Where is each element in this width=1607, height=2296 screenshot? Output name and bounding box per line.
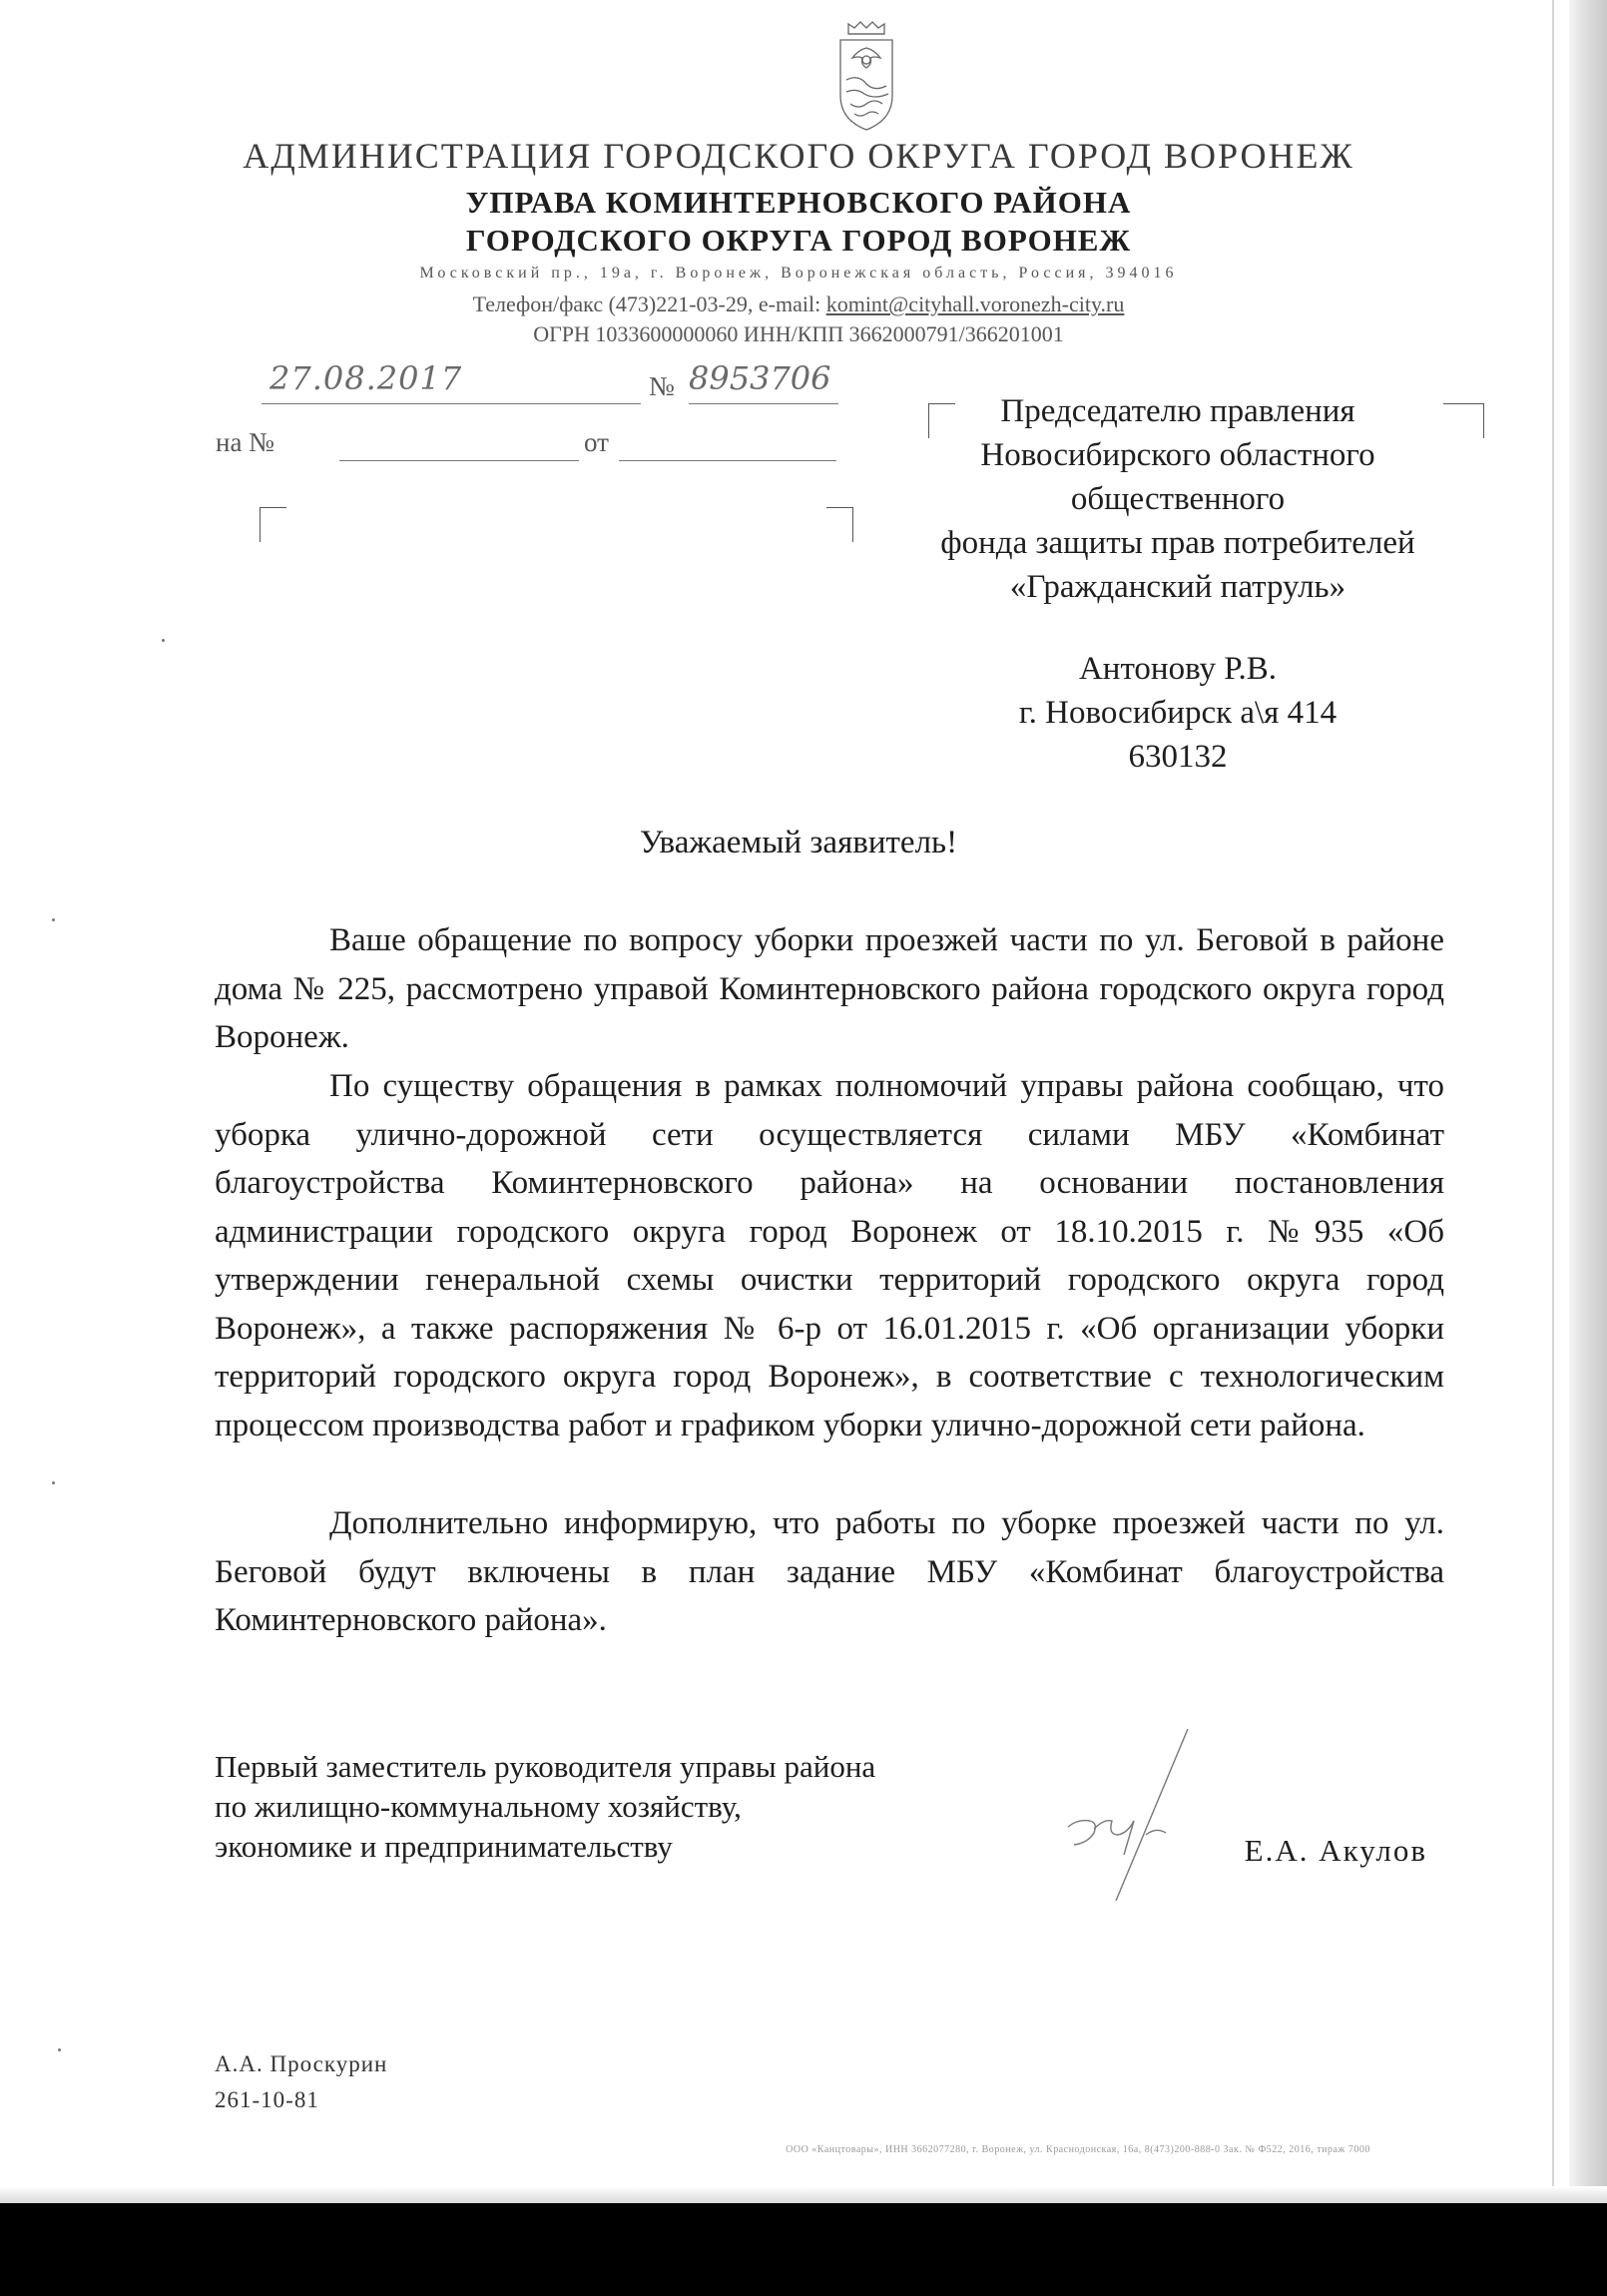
scan-speck (162, 639, 165, 642)
reference-number-label: на № (216, 427, 274, 457)
body-paragraph-2: По существу обращения в рамках полномочий управы района сообщаю, что уборка улично-дорожной сети осуществляется силами МБУ «Комбинат благоустройства Коминтерновского района» на основании постановления администрации городского округа город Воронеж от 18.10.2015 г. №935 «Об утверждении генеральной схемы очистки территорий городского округа город Воронеж», а также распоряжения № 6-р от 16.01.2015 г. «Об организации уборки территорий городского округа город Воронеж», в соответствие с технологическим процессом производства работ и графиком уборки улично-дорожной сети района. (215, 1068, 1444, 1443)
coat-of-arms-emblem (824, 18, 908, 138)
outgoing-number-field (689, 359, 838, 404)
addressee-line: общественного (1070, 481, 1286, 517)
scan-bottom-bar (0, 2203, 1607, 2296)
reference-number-field (339, 424, 579, 461)
reference-date-label: от (584, 427, 609, 457)
uprava-title-line-2: ГОРОДСКОГО ОКРУГА ГОРОД ВОРОНЕЖ (465, 223, 1132, 258)
signatory-position-line: по жилищно-коммунальному хозяйству, (215, 1789, 742, 1824)
addressee-line: «Гражданский патруль» (1009, 569, 1346, 605)
scan-bottom-shadow (0, 2186, 1607, 2204)
scan-edge (1569, 0, 1607, 2201)
handwritten-date: 27.08.2017 (269, 359, 463, 397)
scan-edge-line (1552, 0, 1554, 2201)
executor-name: А.А. Проскурин (215, 2051, 388, 2076)
subject-bracket-left (260, 507, 286, 542)
greeting: Уважаемый заявитель! (639, 825, 958, 861)
handwritten-number: 8953706 (689, 359, 831, 397)
addressee-line: Председателю правления (1000, 393, 1355, 429)
outgoing-date-field (262, 359, 641, 404)
body-paragraph-1: Ваше обращение по вопросу уборки проезжей части по ул. Беговой в районе дома № 225, рассмотрено управой Коминтерновского района городского округа город Воронеж. (215, 922, 1444, 1055)
executor-block (215, 2046, 387, 2118)
uprava-title-line-1: УПРАВА КОМИНТЕРНОВСКОГО РАЙОНА (465, 185, 1132, 220)
number-sign-label: № (649, 371, 675, 401)
scan-speck (52, 1481, 55, 1484)
contact-line (150, 291, 1447, 317)
printer-imprint: ООО «Канцтовары», ИНН 3662077280, г. Воронеж, ул. Краснодонская, 16а, 8(473)200-888-0 Зак. № Ф522, 2016, тираж 7000 (786, 2144, 1370, 2155)
handwritten-signature (1038, 1717, 1268, 1907)
scan-speck (52, 918, 55, 921)
signatory-position-line: Первый заместитель руководителя управы района (215, 1749, 876, 1784)
administration-title: АДМИНИСТРАЦИЯ ГОРОДСКОГО ОКРУГА ГОРОД ВОРОНЕЖ (243, 136, 1354, 176)
addressee-city: г. Новосибирск а\я 414 (1018, 695, 1338, 731)
addressee-line: Новосибирского областного (980, 437, 1375, 473)
addressee-block (878, 389, 1477, 609)
signatory-position-line: экономике и предпринимательству (215, 1829, 673, 1864)
executor-phone: 261-10-81 (215, 2087, 319, 2112)
body-paragraph-3: Дополнительно информирую, что работы по уборке проезжей части по ул. Беговой будут включены в план задание МБУ «Комбинат благоустройства Коминтерновского района». (215, 1505, 1444, 1638)
email-link[interactable]: komint@cityhall.voronezh-city.ru (825, 291, 1125, 316)
addressee-name-block (878, 647, 1477, 779)
reference-date-field (619, 424, 836, 461)
signatory-position (215, 1747, 1013, 1867)
addressee-line: фонда защиты прав потребителей (940, 525, 1415, 561)
scan-speck (58, 2048, 61, 2051)
subject-bracket-right (826, 507, 853, 542)
addressee-name: Антонову Р.В. (1078, 651, 1278, 687)
signatory-name: Е.А. Акулов (1244, 1833, 1427, 1868)
addressee-postcode: 630132 (1128, 739, 1228, 775)
registration-codes: ОГРН 1033600000060 ИНН/КПП 3662000791/366201001 (533, 321, 1064, 346)
phone-fax-text: Телефон/факс (473)221-03-29, e-mail: (472, 291, 826, 316)
organization-address: Московский пр., 19а, г. Воронеж, Воронежская область, Россия, 394016 (419, 265, 1178, 282)
